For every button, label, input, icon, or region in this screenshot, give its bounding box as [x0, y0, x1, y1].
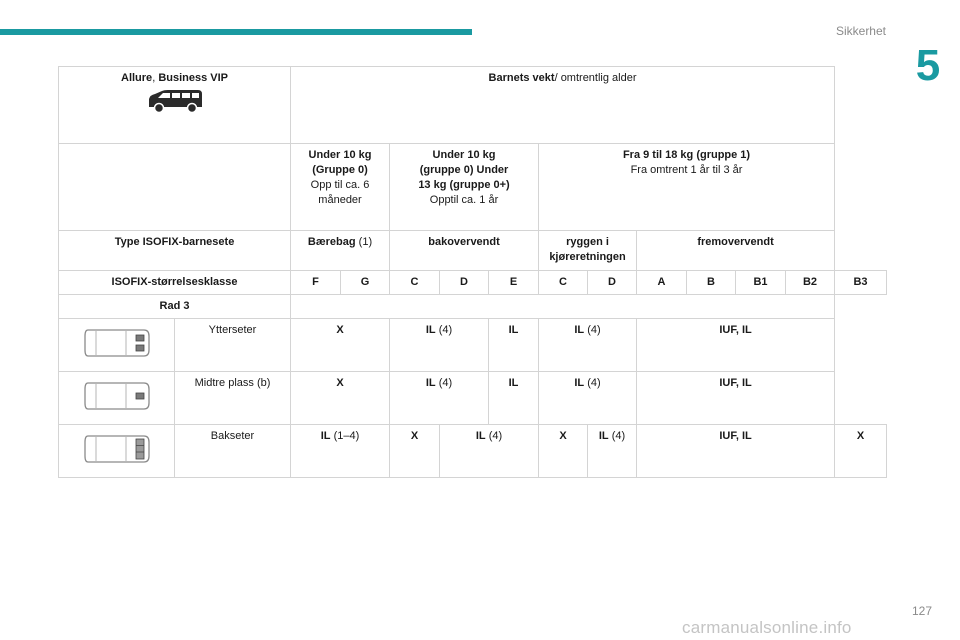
group-sub: Fra omtrent 1 år til 3 år — [630, 164, 743, 176]
table-row — [59, 319, 887, 372]
empty-cell — [291, 295, 835, 319]
seat-map-cell — [59, 425, 175, 478]
group-title: Fra 9 til 18 kg (gruppe 1) — [622, 149, 751, 161]
group-title: Under 10 kg (gruppe 0) Under 13 kg (gruppe 0+) — [418, 149, 510, 191]
group-sub: Opptil ca. 1 år — [429, 194, 499, 206]
value-bold: X — [559, 430, 567, 442]
type-baerebag-note: (1) — [355, 236, 373, 248]
model-separator: , — [152, 72, 159, 84]
seat-value — [291, 425, 390, 478]
type-label: Type ISOFIX-barnesete — [59, 231, 291, 271]
weight-header-rest: / omtrentlig alder — [554, 72, 637, 84]
value-bold: IL — [425, 377, 436, 389]
value-bold: X — [856, 430, 865, 442]
seat-map-middle-icon — [82, 377, 152, 415]
seat-map-rear-icon — [82, 430, 152, 468]
value-note: (4) — [584, 377, 601, 389]
value-bold: IUF, IL — [719, 430, 752, 442]
value-bold: IUF, IL — [719, 324, 752, 336]
group-sub: Opp til ca. 6 måneder — [310, 179, 370, 206]
value-note: (4) — [584, 324, 601, 336]
type-bakovervendt: bakovervendt — [390, 231, 539, 271]
value-bold: IL — [475, 430, 486, 442]
row-label: Rad 3 — [59, 295, 291, 319]
table-row — [59, 372, 887, 425]
seat-value — [390, 372, 489, 425]
weight-header-bold: Barnets vekt — [488, 72, 555, 84]
weight-group-row — [59, 144, 887, 231]
seat-value — [637, 372, 835, 425]
seat-type-row — [59, 231, 887, 271]
group-cell — [539, 144, 835, 231]
value-note: (4) — [485, 430, 503, 442]
size-class: B — [687, 271, 736, 295]
size-class: F — [291, 271, 341, 295]
seat-value — [539, 319, 637, 372]
seat-map-cell — [59, 372, 175, 425]
seat-map-cell — [59, 319, 175, 372]
seat-value — [489, 372, 539, 425]
seat-map-outer-icon — [82, 324, 152, 362]
size-class: D — [588, 271, 637, 295]
size-class: C — [390, 271, 440, 295]
type-cell — [291, 231, 390, 271]
type-baerebag: Bærebag — [307, 236, 356, 248]
size-class: G — [341, 271, 390, 295]
empty-cell — [59, 144, 291, 231]
size-class: A — [637, 271, 687, 295]
van-side-icon — [146, 88, 204, 114]
page-number: 127 — [911, 604, 932, 618]
value-bold: IL — [574, 324, 585, 336]
value-bold: IL — [598, 430, 609, 442]
value-note: (1–4) — [330, 430, 360, 442]
group-cell — [390, 144, 539, 231]
seat-value — [291, 319, 390, 372]
seat-value — [539, 425, 588, 478]
model-cell — [59, 67, 291, 144]
value-bold: X — [336, 324, 344, 336]
value-bold: IL — [508, 377, 519, 389]
value-note: (4) — [608, 430, 626, 442]
value-bold: IL — [574, 377, 585, 389]
type-ryggen: ryggen i kjøreretningen — [539, 231, 637, 271]
seat-value — [390, 319, 489, 372]
isofix-table — [58, 66, 887, 478]
seat-position: Midtre plass (b) — [175, 372, 291, 425]
value-note: (4) — [435, 377, 453, 389]
group-title: Under 10 kg (Gruppe 0) — [308, 149, 372, 176]
value-bold: X — [336, 377, 344, 389]
model-name-2: Business VIP — [158, 72, 229, 84]
size-class: B1 — [736, 271, 786, 295]
seat-value — [637, 319, 835, 372]
type-fremovervendt: fremovervendt — [637, 231, 835, 271]
watermark: carmanualsonline.info — [682, 618, 852, 637]
value-bold: X — [410, 430, 419, 442]
seat-value — [489, 319, 539, 372]
header-accent-bar — [0, 29, 472, 35]
model-name: Allure — [121, 72, 153, 84]
size-label: ISOFIX-størrelsesklasse — [59, 271, 291, 295]
seat-value — [539, 372, 637, 425]
seat-position: Bakseter — [175, 425, 291, 478]
value-bold: IL — [508, 324, 519, 336]
size-class-row — [59, 271, 887, 295]
group-cell — [291, 144, 390, 231]
size-class: B3 — [835, 271, 887, 295]
chapter-number: 5 — [915, 41, 941, 90]
table-row — [59, 425, 887, 478]
value-note: (4) — [435, 324, 453, 336]
seat-position: Ytterseter — [175, 319, 291, 372]
size-class: E — [489, 271, 539, 295]
seat-value — [588, 425, 637, 478]
seat-value — [390, 425, 440, 478]
weight-header — [291, 67, 835, 144]
row-label-row — [59, 295, 887, 319]
seat-value — [835, 425, 887, 478]
seat-value — [291, 372, 390, 425]
value-bold: IL — [425, 324, 436, 336]
size-class: B2 — [786, 271, 835, 295]
table-header-row — [59, 67, 887, 144]
value-bold: IUF, IL — [719, 377, 752, 389]
section-title: Sikkerhet — [835, 24, 886, 38]
seat-value — [637, 425, 835, 478]
size-class: D — [440, 271, 489, 295]
size-class: C — [539, 271, 588, 295]
value-bold: IL — [320, 430, 331, 442]
seat-value — [440, 425, 539, 478]
